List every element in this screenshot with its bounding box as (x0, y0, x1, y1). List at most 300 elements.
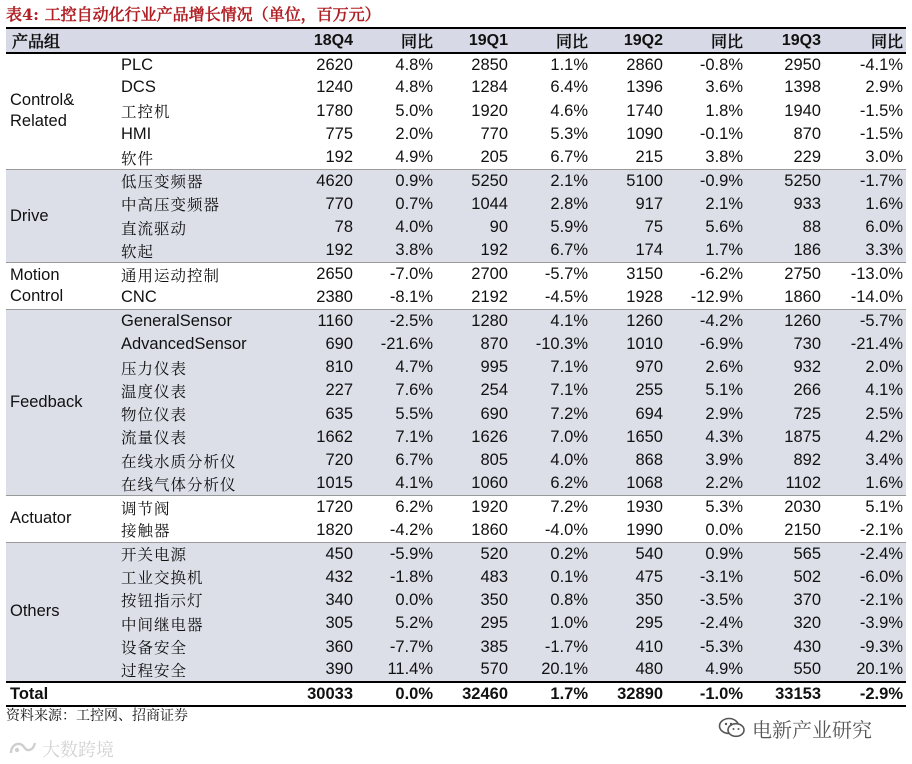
yoy-cell: 2.0% (395, 125, 433, 144)
value-cell: 90 (489, 218, 508, 237)
value-cell: 385 (480, 637, 508, 656)
yoy-cell: -10.3% (535, 334, 588, 353)
value-cell: 2192 (471, 287, 508, 306)
value-cell: 690 (480, 404, 508, 423)
value-cell: 2380 (316, 287, 353, 306)
yoy-cell: 6.2% (550, 474, 588, 493)
product-name: GeneralSensor (121, 311, 232, 330)
value-cell: 1720 (316, 498, 353, 517)
value-cell: 2650 (316, 265, 353, 284)
brand-logo-icon (8, 738, 38, 758)
table-row (6, 309, 906, 332)
total-19q3: 33153 (746, 682, 824, 706)
value-cell: 2030 (784, 498, 821, 517)
product-name: 软件 (121, 149, 155, 168)
yoy-cell: 3.3% (865, 241, 903, 260)
yoy-cell: -5.3% (699, 637, 743, 656)
header-19q2: 19Q2 (591, 28, 666, 53)
yoy-cell: 0.1% (550, 567, 588, 586)
table-row (6, 263, 906, 286)
yoy-cell: 7.0% (550, 427, 588, 446)
yoy-cell: -1.5% (859, 101, 903, 120)
yoy-cell: -0.9% (699, 171, 743, 190)
value-cell: 1875 (784, 427, 821, 446)
yoy-cell: 5.9% (550, 218, 588, 237)
total-blank (113, 682, 278, 706)
value-cell: 4620 (316, 171, 353, 190)
yoy-cell: 6.7% (395, 451, 433, 470)
yoy-cell: 3.6% (705, 78, 743, 97)
yoy-cell: -2.1% (859, 590, 903, 609)
table-row (6, 123, 906, 146)
yoy-cell: 0.9% (705, 544, 743, 563)
value-cell: 1260 (784, 311, 821, 330)
value-cell: 565 (793, 544, 821, 563)
header-yoy-19q1: 同比 (511, 28, 591, 53)
category-label (6, 309, 113, 495)
yoy-cell: -6.0% (859, 567, 903, 586)
product-name: 流量仪表 (121, 429, 188, 448)
table-row (6, 333, 906, 356)
product-name: 过程安全 (121, 661, 188, 680)
wechat-icon (718, 717, 746, 739)
value-cell: 78 (334, 218, 353, 237)
table-row (6, 519, 906, 542)
yoy-cell: -3.1% (699, 567, 743, 586)
header-yoy-19q3: 同比 (824, 28, 906, 53)
table-row (6, 612, 906, 635)
value-cell: 1160 (317, 311, 353, 330)
value-cell: 730 (793, 334, 821, 353)
value-cell: 1650 (626, 427, 663, 446)
value-cell: 215 (635, 148, 663, 167)
yoy-cell: 7.6% (395, 381, 433, 400)
value-cell: 870 (480, 334, 508, 353)
product-name: CNC (121, 287, 157, 306)
yoy-cell: -6.9% (699, 334, 743, 353)
value-cell: 340 (325, 590, 353, 609)
value-cell: 75 (644, 218, 663, 237)
product-name: 中高压变频器 (121, 196, 221, 215)
value-cell: 932 (793, 358, 821, 376)
yoy-cell: 0.0% (395, 590, 433, 609)
value-cell: 2700 (471, 265, 508, 284)
value-cell: 430 (793, 637, 821, 656)
yoy-cell: 0.8% (550, 590, 588, 609)
yoy-cell: -1.7% (544, 637, 588, 656)
header-product-name (113, 28, 278, 53)
yoy-cell: 2.2% (705, 474, 743, 493)
yoy-cell: 1.1% (550, 55, 588, 74)
yoy-cell: 20.1% (541, 660, 588, 679)
yoy-cell: -12.9% (690, 287, 743, 306)
value-cell: 266 (793, 381, 821, 400)
yoy-cell: 11.4% (387, 660, 433, 679)
value-cell: 174 (635, 241, 663, 260)
yoy-cell: 5.2% (395, 614, 433, 633)
value-cell: 1068 (626, 474, 663, 493)
category-label-line: Feedback (10, 392, 83, 411)
yoy-cell: 5.3% (705, 498, 743, 517)
value-cell: 970 (635, 358, 663, 376)
yoy-cell: -7.7% (389, 637, 433, 656)
watermark-wechat-text: 电新产业研究 (752, 718, 872, 742)
value-cell: 192 (480, 241, 508, 260)
table-row (6, 356, 906, 379)
table-row (6, 169, 906, 192)
yoy-cell: 0.0% (705, 520, 743, 539)
yoy-cell: -4.0% (544, 520, 588, 539)
yoy-cell: -1.7% (859, 171, 903, 190)
table-title: 表4: 工控自动化行业产品增长情况（单位，百万元） (6, 5, 381, 24)
yoy-cell: -4.1% (859, 55, 903, 74)
value-cell: 550 (793, 660, 821, 679)
yoy-cell: 4.9% (705, 660, 743, 679)
yoy-cell: 2.0% (865, 358, 903, 376)
value-cell: 1940 (784, 101, 821, 120)
total-yoy-19q3: -2.9% (824, 682, 906, 706)
product-name: 软起 (121, 242, 155, 261)
table-row (6, 566, 906, 589)
value-cell: 5250 (784, 171, 821, 190)
value-cell: 1280 (471, 311, 508, 330)
yoy-cell: 4.0% (395, 218, 433, 237)
category-label-line: Control (10, 286, 64, 305)
value-cell: 305 (325, 614, 353, 633)
value-cell: 255 (635, 381, 663, 400)
table-row (6, 193, 906, 216)
category-label (6, 53, 113, 169)
value-cell: 690 (325, 334, 353, 353)
value-cell: 1820 (316, 520, 353, 539)
table-row (6, 239, 906, 262)
table-row (6, 379, 906, 402)
value-cell: 1240 (316, 78, 353, 97)
value-cell: 770 (325, 194, 353, 213)
value-cell: 1920 (471, 101, 508, 120)
value-cell: 450 (325, 544, 353, 563)
value-cell: 770 (480, 125, 508, 144)
value-cell: 350 (480, 590, 508, 609)
yoy-cell: -4.2% (389, 520, 433, 539)
value-cell: 2860 (626, 55, 663, 74)
product-growth-table (6, 27, 906, 707)
product-name: 在线水质分析仪 (121, 452, 237, 471)
header-19q1: 19Q1 (436, 28, 511, 53)
yoy-cell: -5.7% (544, 265, 588, 284)
yoy-cell: 4.2% (865, 427, 903, 446)
yoy-cell: -14.0% (850, 287, 903, 306)
table-row (6, 659, 906, 682)
value-cell: 502 (793, 567, 821, 586)
value-cell: 390 (325, 660, 353, 679)
yoy-cell: 1.0% (550, 614, 588, 633)
table-row (6, 472, 906, 495)
product-group (6, 169, 906, 262)
yoy-cell: 2.1% (550, 171, 588, 190)
yoy-cell: -0.1% (699, 125, 743, 144)
yoy-cell: 4.8% (395, 78, 433, 97)
value-cell: 254 (480, 381, 508, 400)
product-name: 在线气体分析仪 (121, 475, 237, 494)
value-cell: 1920 (471, 498, 508, 517)
value-cell: 3150 (626, 265, 663, 284)
category-label-line: Drive (10, 206, 49, 225)
yoy-cell: 4.1% (865, 381, 903, 400)
value-cell: 933 (793, 194, 821, 213)
category-label-line: Actuator (10, 509, 72, 528)
value-cell: 540 (635, 544, 663, 563)
yoy-cell: 7.1% (550, 358, 588, 376)
yoy-cell: 2.9% (705, 404, 743, 423)
value-cell: 775 (325, 125, 353, 144)
value-cell: 370 (793, 590, 821, 609)
yoy-cell: -8.1% (389, 287, 433, 306)
header-product-group: 产品组 (6, 28, 113, 53)
yoy-cell: 6.2% (395, 498, 433, 517)
yoy-cell: 4.3% (705, 427, 743, 446)
category-label-line: Motion (10, 265, 60, 284)
table-row (6, 53, 906, 76)
yoy-cell: 3.4% (865, 451, 903, 470)
category-label (6, 263, 113, 310)
value-cell: 320 (793, 614, 821, 633)
yoy-cell: 4.1% (550, 311, 588, 330)
total-yoy-18q4: 0.0% (356, 682, 436, 706)
product-name: 工控机 (121, 103, 171, 122)
yoy-cell: 6.4% (550, 78, 588, 97)
product-group (6, 53, 906, 169)
table-row (6, 542, 906, 565)
yoy-cell: 7.1% (550, 381, 588, 400)
value-cell: 1396 (626, 78, 663, 97)
value-cell: 186 (793, 241, 821, 260)
yoy-cell: 2.5% (865, 404, 903, 423)
header-row (6, 28, 906, 53)
yoy-cell: 4.8% (395, 55, 433, 74)
yoy-cell: -1.8% (389, 567, 433, 586)
yoy-cell: -5.7% (859, 311, 903, 330)
header-19q3: 19Q3 (746, 28, 824, 53)
value-cell: 868 (635, 451, 663, 470)
yoy-cell: 20.1% (856, 660, 903, 679)
value-cell: 1090 (626, 125, 663, 144)
yoy-cell: -21.4% (850, 334, 903, 353)
value-cell: 483 (480, 567, 508, 586)
table-row (6, 146, 906, 169)
value-cell: 350 (635, 590, 663, 609)
value-cell: 205 (480, 148, 508, 167)
product-name: 开关电源 (121, 546, 188, 565)
value-cell: 870 (793, 125, 821, 144)
value-cell: 1662 (316, 427, 353, 446)
value-cell: 2150 (784, 520, 821, 539)
yoy-cell: 2.8% (550, 194, 588, 213)
yoy-cell: 4.0% (550, 451, 588, 470)
category-label (6, 542, 113, 682)
product-name: 中间继电器 (121, 615, 204, 634)
product-name: 设备安全 (121, 639, 188, 658)
value-cell: 1990 (626, 520, 663, 539)
value-cell: 1780 (316, 101, 353, 120)
yoy-cell: -13.0% (850, 265, 903, 284)
value-cell: 1010 (626, 334, 663, 353)
product-name: 接触器 (121, 522, 171, 541)
watermark-brand-text: 大数跨境 (42, 740, 114, 761)
value-cell: 5100 (626, 171, 663, 190)
value-cell: 2750 (784, 265, 821, 284)
value-cell: 227 (325, 381, 353, 400)
product-name: 压力仪表 (121, 359, 188, 378)
total-18q4: 30033 (278, 682, 356, 706)
yoy-cell: -2.4% (859, 544, 903, 563)
value-cell: 88 (802, 218, 821, 237)
value-cell: 520 (480, 544, 508, 563)
total-row (6, 682, 906, 706)
yoy-cell: 3.8% (705, 148, 743, 167)
value-cell: 1626 (471, 427, 508, 446)
yoy-cell: 0.2% (550, 544, 588, 563)
header-yoy-18q4: 同比 (356, 28, 436, 53)
table-row (6, 76, 906, 99)
category-label (6, 169, 113, 262)
value-cell: 1860 (784, 287, 821, 306)
yoy-cell: 5.6% (705, 218, 743, 237)
category-label-line: Others (10, 602, 60, 621)
yoy-cell: 7.2% (550, 498, 588, 517)
yoy-cell: 6.7% (550, 148, 588, 167)
product-name: 温度仪表 (121, 382, 188, 401)
total-label: Total (6, 682, 113, 706)
yoy-cell: -4.2% (699, 311, 743, 330)
yoy-cell: 1.6% (865, 474, 903, 493)
yoy-cell: 0.7% (395, 194, 433, 213)
value-cell: 2950 (784, 55, 821, 74)
yoy-cell: 6.7% (550, 241, 588, 260)
yoy-cell: -2.4% (699, 614, 743, 633)
value-cell: 1015 (316, 474, 353, 493)
yoy-cell: -2.5% (389, 311, 433, 330)
product-name: HMI (121, 125, 152, 144)
value-cell: 694 (635, 404, 663, 423)
value-cell: 805 (480, 451, 508, 470)
value-cell: 2850 (471, 55, 508, 74)
table-row (6, 216, 906, 239)
category-label (6, 496, 113, 543)
value-cell: 720 (325, 451, 353, 470)
value-cell: 725 (793, 404, 821, 423)
product-name: 按钮指示灯 (121, 592, 204, 611)
table-row (6, 402, 906, 425)
yoy-cell: 4.6% (550, 101, 588, 120)
yoy-cell: 1.8% (705, 101, 743, 120)
header-18q4: 18Q4 (278, 28, 356, 53)
value-cell: 1398 (784, 78, 821, 97)
total-19q2: 32890 (591, 682, 666, 706)
yoy-cell: 4.7% (395, 358, 433, 376)
value-cell: 1860 (471, 520, 508, 539)
value-cell: 1930 (626, 498, 663, 517)
value-cell: 1102 (785, 474, 821, 493)
product-name: PLC (121, 55, 154, 74)
product-group (6, 309, 906, 495)
value-cell: 892 (793, 451, 821, 470)
table-row (6, 286, 906, 309)
value-cell: 2620 (316, 55, 353, 74)
yoy-cell: 3.9% (705, 451, 743, 470)
value-cell: 917 (635, 194, 663, 213)
value-cell: 410 (635, 637, 663, 656)
product-name: 调节阀 (121, 499, 171, 518)
value-cell: 1044 (471, 194, 508, 213)
table-row (6, 635, 906, 658)
header-yoy-19q2: 同比 (666, 28, 746, 53)
source-note: 资料来源：工控网、招商证券 (6, 708, 188, 724)
yoy-cell: 7.2% (550, 404, 588, 423)
total-yoy-19q2: -1.0% (666, 682, 746, 706)
yoy-cell: 5.0% (395, 101, 433, 120)
total-19q1: 32460 (436, 682, 511, 706)
value-cell: 295 (635, 614, 663, 633)
table-row (6, 100, 906, 123)
value-cell: 1060 (471, 474, 508, 493)
value-cell: 475 (635, 567, 663, 586)
table-row (6, 449, 906, 472)
value-cell: 1284 (471, 78, 508, 97)
yoy-cell: 2.6% (705, 358, 743, 376)
yoy-cell: -9.3% (859, 637, 903, 656)
value-cell: 635 (325, 404, 353, 423)
product-name: 工业交换机 (121, 569, 204, 588)
product-group (6, 496, 906, 543)
yoy-cell: -5.9% (389, 544, 433, 563)
value-cell: 570 (480, 660, 508, 679)
total-yoy-19q1: 1.7% (511, 682, 591, 706)
yoy-cell: 5.5% (395, 404, 433, 423)
product-name: 低压变频器 (121, 173, 204, 192)
product-name: DCS (121, 78, 156, 97)
product-group (6, 263, 906, 310)
value-cell: 5250 (471, 171, 508, 190)
yoy-cell: 4.1% (395, 474, 433, 493)
yoy-cell: 0.9% (395, 171, 433, 190)
product-name: 直流驱动 (121, 219, 188, 238)
value-cell: 810 (325, 358, 353, 376)
yoy-cell: -1.5% (859, 125, 903, 144)
yoy-cell: 3.8% (395, 241, 433, 260)
yoy-cell: -21.6% (380, 334, 433, 353)
value-cell: 229 (793, 148, 821, 167)
yoy-cell: -4.5% (544, 287, 588, 306)
yoy-cell: 5.3% (550, 125, 588, 144)
yoy-cell: 1.6% (865, 194, 903, 213)
product-name: 通用运动控制 (121, 266, 221, 285)
value-cell: 192 (325, 148, 353, 167)
yoy-cell: 5.1% (865, 498, 903, 517)
value-cell: 995 (480, 358, 508, 376)
yoy-cell: -2.1% (859, 520, 903, 539)
yoy-cell: -3.9% (859, 614, 903, 633)
yoy-cell: 5.1% (705, 381, 743, 400)
value-cell: 192 (325, 241, 353, 260)
table-row (6, 589, 906, 612)
table-row (6, 426, 906, 449)
value-cell: 1260 (626, 311, 663, 330)
value-cell: 1740 (626, 101, 663, 120)
product-group (6, 542, 906, 682)
yoy-cell: 1.7% (705, 241, 743, 260)
yoy-cell: -6.2% (699, 265, 743, 284)
